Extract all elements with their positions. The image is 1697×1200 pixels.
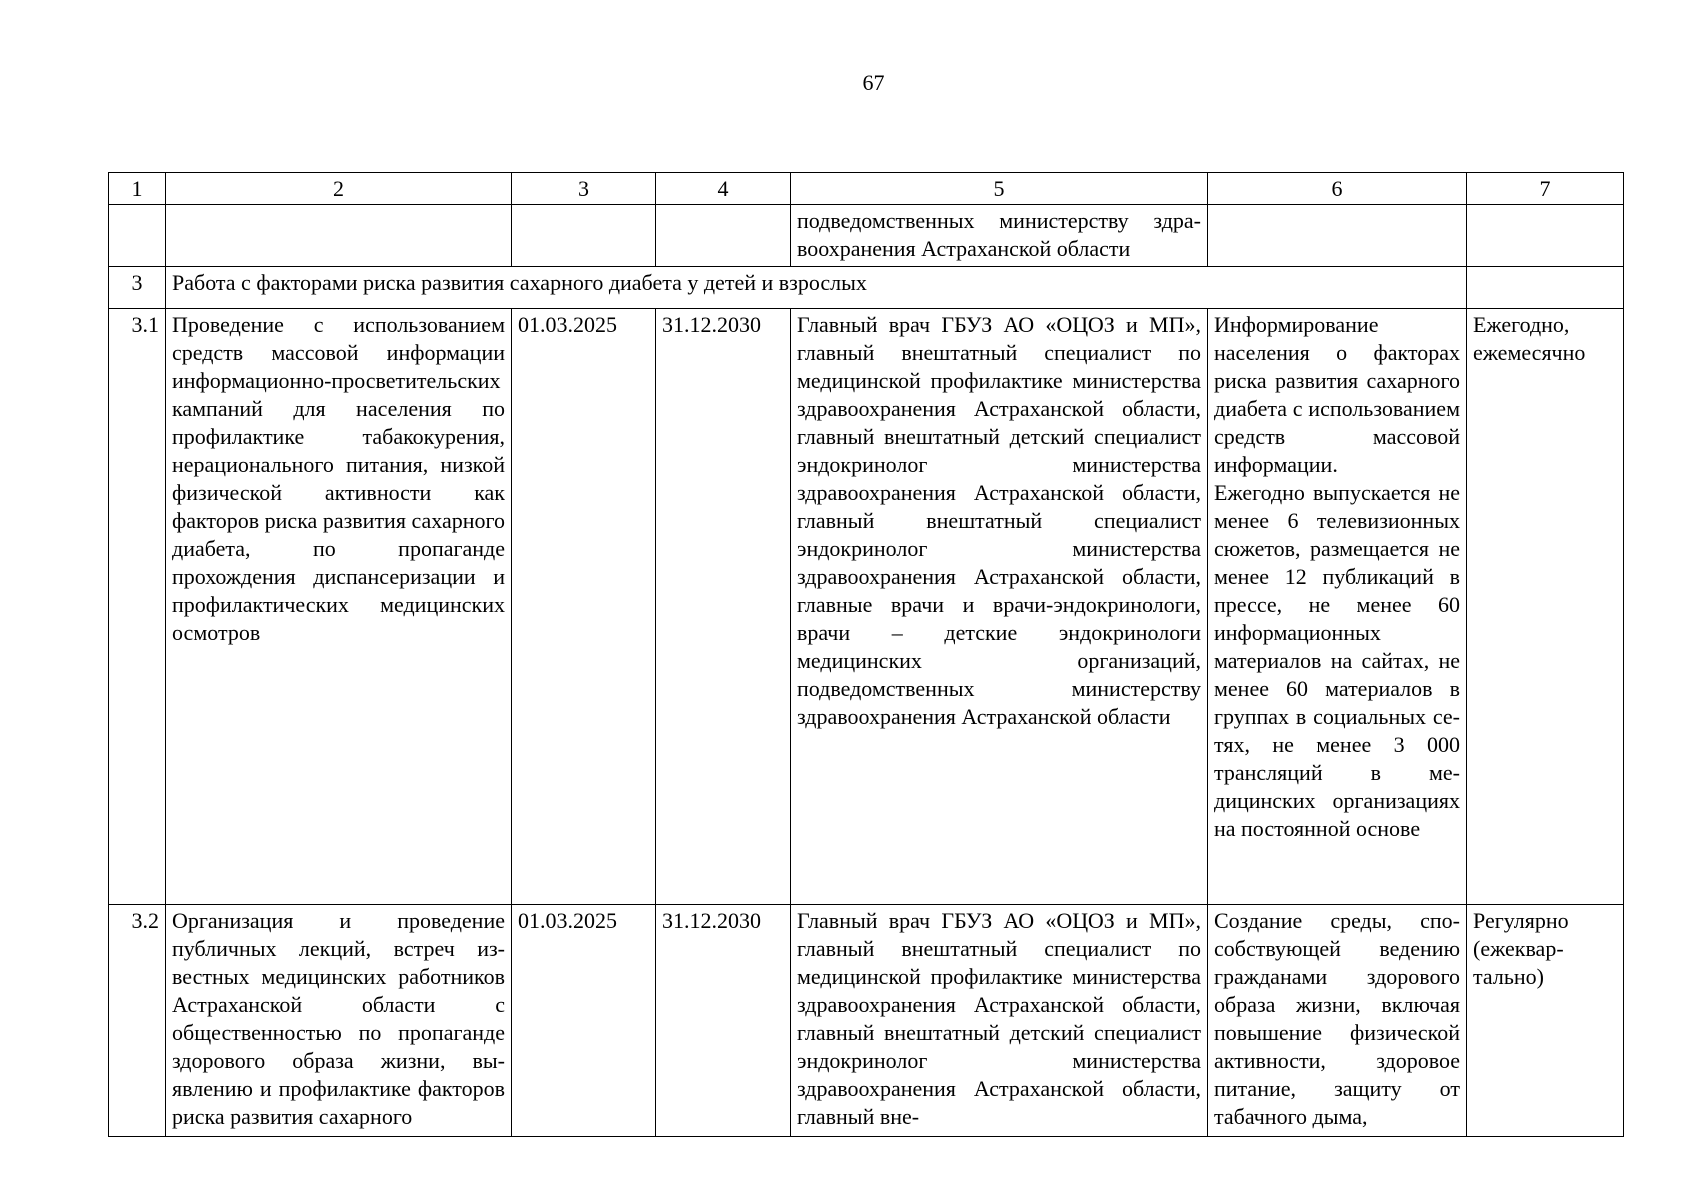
empty-cell [1467,267,1624,309]
column-header: 7 [1467,173,1624,205]
empty-cell [512,205,656,267]
frequency-cell: Регулярно (ежеквартально) [1467,905,1624,1137]
start-date-cell: 01.03.2025 [512,905,656,1137]
continuation-row [109,205,1624,267]
responsible-cell: подведомственных министерству здравоохранения Астраханской области [791,205,1208,267]
measure-cell: Организация и проведение публичных лекций, встреч известных медицинских работников Астраханской области с общественностью по пропаганде здорового образа жизни, выявлению и профилактике факторов риска развития сахарного [166,905,512,1137]
column-numbers-row [109,173,1624,205]
empty-cell [1467,205,1624,267]
column-header: 3 [512,173,656,205]
frequency-cell: Ежегодно, ежемесячно [1467,309,1624,905]
column-header: 2 [166,173,512,205]
end-date-cell: 31.12.2030 [656,905,791,1137]
empty-cell [1208,205,1467,267]
column-header: 5 [791,173,1208,205]
result-cell [1208,309,1467,905]
measure-cell: Проведение с использованием средств массовой информации информационно-просветительских кампаний для населения по профилактике табакокурения, нерационального питания, низкой физической активности как факторов риска развития сахарного диабета, по пропаганде прохождения диспансеризации и профилактических медицинских осмотров [166,309,512,905]
table-row [109,309,1624,905]
end-date-cell: 31.12.2030 [656,309,791,905]
result-text: Ежегодно выпускается не менее 6 телевизионных сюжетов, размещается не менее 12 публикаций в прессе, не менее 60 информационных материалов на сайтах, не менее 60 материалов в группах в социальных сетях, не менее 3 000 трансляций в медицинских организациях на постоянной основе [1214,480,1460,841]
section-title: Работа с факторами риска развития сахарного диабета у детей и взрослых [166,267,1467,309]
responsible-cell: Главный врач ГБУЗ АО «ОЦОЗ и МП», главный внештатный специалист по медицинской профилактике министерства здравоохранения Астраханской области, главный внештатный детский специалист эндокринолог министерства здравоохранения Астраханской области, главный внештатный специалист эндокринолог министерства здравоохранения Астраханской области, главные врачи и врачи-эндокринологи, врачи – детские эндокринологи медицинских организаций, подведомственных министерству здравоохранения Астраханской области [791,309,1208,905]
responsible-cell: Главный врач ГБУЗ АО «ОЦОЗ и МП», главный внештатный специалист по медицинской профилактике министерства здравоохранения Астраханской области, главный внештатный детский специалист эндокринолог министерства здравоохранения Астраханской области, главный вне- [791,905,1208,1137]
column-header: 4 [656,173,791,205]
result-text: Информирование населения о факторах риска развития сахарного диабета с использованием средств массовой информации. [1214,312,1460,477]
empty-cell [109,205,166,267]
empty-cell [656,205,791,267]
empty-cell [166,205,512,267]
page-number: 67 [862,70,885,95]
row-number: 3.2 [109,905,166,1137]
activities-table [108,172,1624,1137]
column-header: 1 [109,173,166,205]
row-number: 3.1 [109,309,166,905]
column-header: 6 [1208,173,1467,205]
start-date-cell: 01.03.2025 [512,309,656,905]
section-row [109,267,1624,309]
section-number: 3 [109,267,166,309]
result-cell: Создание среды, способствующей ведению гражданами здорового образа жизни, включая повышение физической активности, здоровое питание, защиту от табачного дыма, [1208,905,1467,1137]
table-row [109,905,1624,1137]
